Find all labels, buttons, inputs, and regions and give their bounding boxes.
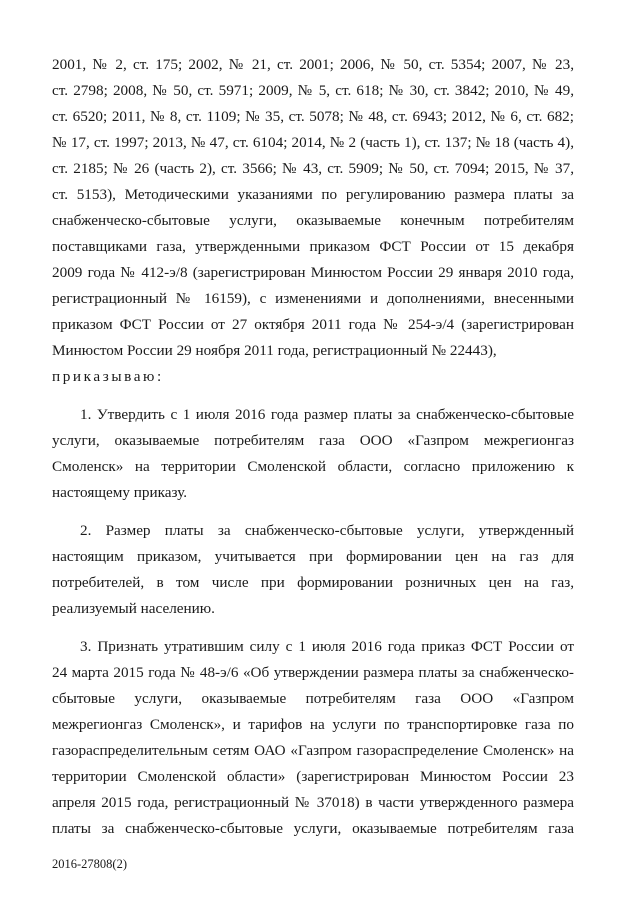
text-line: Минюстом России 29 ноября 2011 года, регистрационный № 22443), — [52, 342, 497, 359]
paragraph-gap — [52, 622, 574, 634]
paragraph-item-3 — [52, 634, 574, 842]
text-line: газораспределительным сетям ОАО «Газпром газораспределение Смоленск» на — [52, 742, 574, 759]
text-line: ст. 2185; № 26 (часть 2), ст. 3566; № 43, ст. 5909; № 50, ст. 7094; 2015, № 37, — [52, 160, 574, 177]
text-line: настоящему приказу. — [52, 484, 188, 501]
text-line: 24 марта 2015 года № 48-э/6 «Об утверждении размера платы за снабженческо- — [52, 664, 574, 681]
text-line: ст. 5153), Методическими указаниями по регулированию размера платы за — [52, 186, 574, 203]
text-line: снабженческо-сбытовые услуги, оказываемые конечным потребителям — [52, 212, 574, 229]
paragraph-item-1 — [52, 402, 574, 506]
document-body — [52, 52, 574, 842]
text-line: потребителей, в том числе при формировании розничных цен на газ, — [52, 574, 574, 591]
text-line: реализуемый населению. — [52, 600, 215, 617]
text-line: 3. Признать утратившим силу с 1 июля 2016 года приказ ФСТ России от — [80, 638, 574, 655]
text-line: услуги, оказываемые потребителям газа ООО «Газпром межрегионгаз — [52, 432, 574, 449]
order-heading: приказываю: — [52, 368, 164, 385]
text-line: апреля 2015 года, регистрационный № 37018) в части утвержденного размера — [52, 794, 574, 811]
order-word — [52, 364, 574, 390]
text-line: № 17, ст. 1997; 2013, № 47, ст. 6104; 2014, № 2 (часть 1), ст. 137; № 18 (часть 4), — [52, 134, 574, 151]
text-line: 2001, № 2, ст. 175; 2002, № 21, ст. 2001; 2006, № 50, ст. 5354; 2007, № 23, — [52, 56, 574, 73]
text-line: поставщиками газа, утвержденными приказом ФСТ России от 15 декабря — [52, 238, 574, 255]
text-line: сбытовые услуги, оказываемые потребителям газа ООО «Газпром — [52, 690, 574, 707]
paragraph-gap — [52, 506, 574, 518]
text-line: территории Смоленской области» (зарегистрирован Минюстом России 23 — [52, 768, 574, 785]
text-line: ст. 6520; 2011, № 8, ст. 1109; № 35, ст. 5078; № 48, ст. 6943; 2012, № 6, ст. 682; — [52, 108, 574, 125]
text-line: межрегионгаз Смоленск», и тарифов на услуги по транспортировке газа по — [52, 716, 574, 733]
paragraph-gap — [52, 390, 574, 402]
text-line: регистрационный № 16159), с изменениями и дополнениями, внесенными — [52, 290, 574, 307]
text-line: 2009 года № 412-э/8 (зарегистрирован Минюстом России 29 января 2010 года, — [52, 264, 574, 281]
text-line: настоящим приказом, учитывается при формировании цен на газ для — [52, 548, 574, 565]
text-line: 2. Размер платы за снабженческо-сбытовые услуги, утвержденный — [80, 522, 574, 539]
text-line: приказом ФСТ России от 27 октября 2011 года № 254-э/4 (зарегистрирован — [52, 316, 574, 333]
text-line: ст. 2798; 2008, № 50, ст. 5971; 2009, № 5, ст. 618; № 30, ст. 3842; 2010, № 49, — [52, 82, 574, 99]
text-line: платы за снабженческо-сбытовые услуги, оказываемые потребителям газа — [52, 820, 574, 837]
text-line: Смоленск» на территории Смоленской области, согласно приложению к — [52, 458, 574, 475]
paragraph-intro — [52, 52, 574, 364]
paragraph-item-2 — [52, 518, 574, 622]
document-code: 2016-27808(2) — [52, 857, 127, 871]
text-line: 1. Утвердить с 1 июля 2016 года размер платы за снабженческо-сбытовые — [80, 406, 574, 423]
